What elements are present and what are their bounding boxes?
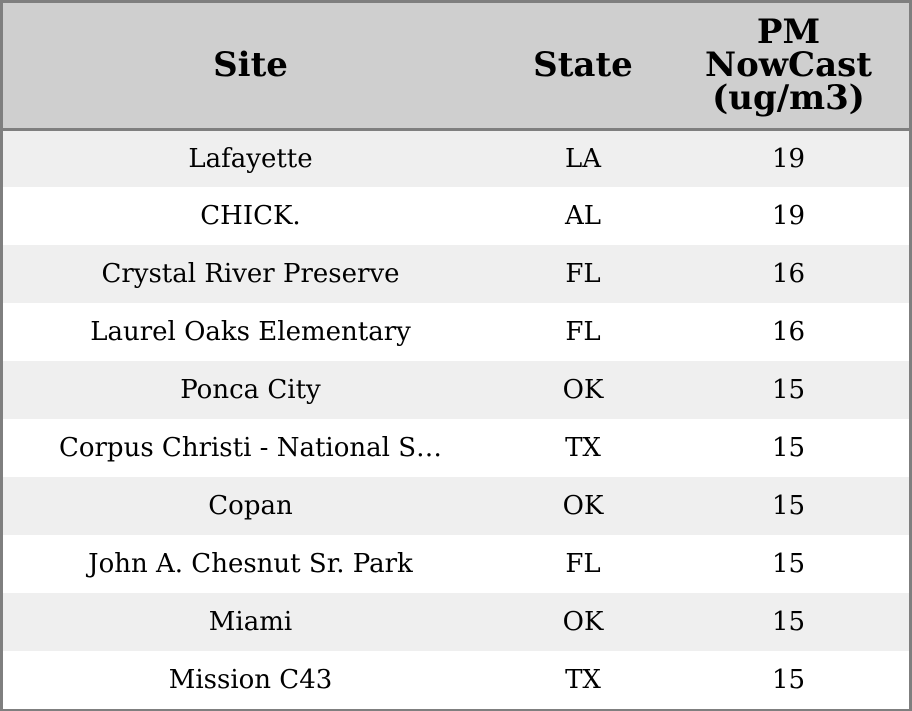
table-row [3,651,909,709]
table-row [3,419,909,477]
site-cell: Mission C43 [168,665,333,695]
table-body [3,129,909,709]
state-cell: FL [565,317,601,347]
header-row [3,3,909,129]
site-cell: CHICK. [200,201,301,231]
site-cell: Copan [208,491,293,521]
table-row [3,129,909,187]
pm-nowcast-table [3,3,909,709]
pm-value-cell: 16 [771,317,806,347]
state-cell: LA [564,143,602,174]
header-state: State [498,3,668,129]
state-cell: OK [562,607,604,637]
state-cell: OK [562,491,604,521]
state-cell: FL [565,549,601,579]
site-cell: John A. Chesnut Sr. Park [88,549,413,579]
pm-value-cell: 16 [771,259,806,289]
pm-value-cell: 15 [771,375,806,405]
table-row [3,187,909,245]
header-pm-nowcast [668,3,909,129]
table-row [3,477,909,535]
table-row [3,361,909,419]
pm-value-cell: 15 [771,665,806,695]
pm-value-cell: 15 [771,491,806,521]
pm-value-cell: 19 [771,201,806,231]
table-row [3,303,909,361]
header-site: Site [3,3,498,129]
pm-value-cell: 19 [771,143,806,174]
site-cell: Laurel Oaks Elementary [90,317,411,347]
table-row [3,593,909,651]
state-cell: TX [565,433,601,463]
table-row [3,245,909,303]
header-pm-line-2: NowCast [705,44,872,85]
state-cell: AL [564,201,602,231]
pm-value-cell: 15 [771,433,806,463]
pm-value-cell: 15 [771,549,806,579]
table-row [3,535,909,593]
header-pm-line-1: PM [756,11,821,52]
site-cell: Ponca City [180,375,321,405]
pm-value-cell: 15 [771,607,806,637]
site-cell: Crystal River Preserve [101,259,400,289]
state-cell: FL [565,259,601,289]
state-cell: TX [565,665,601,695]
state-cell: OK [562,375,604,405]
site-cell: Lafayette [188,143,313,174]
header-pm-line-3: (ug/m3) [712,77,865,118]
table-header [3,3,909,129]
site-cell: Miami [208,607,293,637]
site-cell: Corpus Christi - National S… [58,433,443,463]
